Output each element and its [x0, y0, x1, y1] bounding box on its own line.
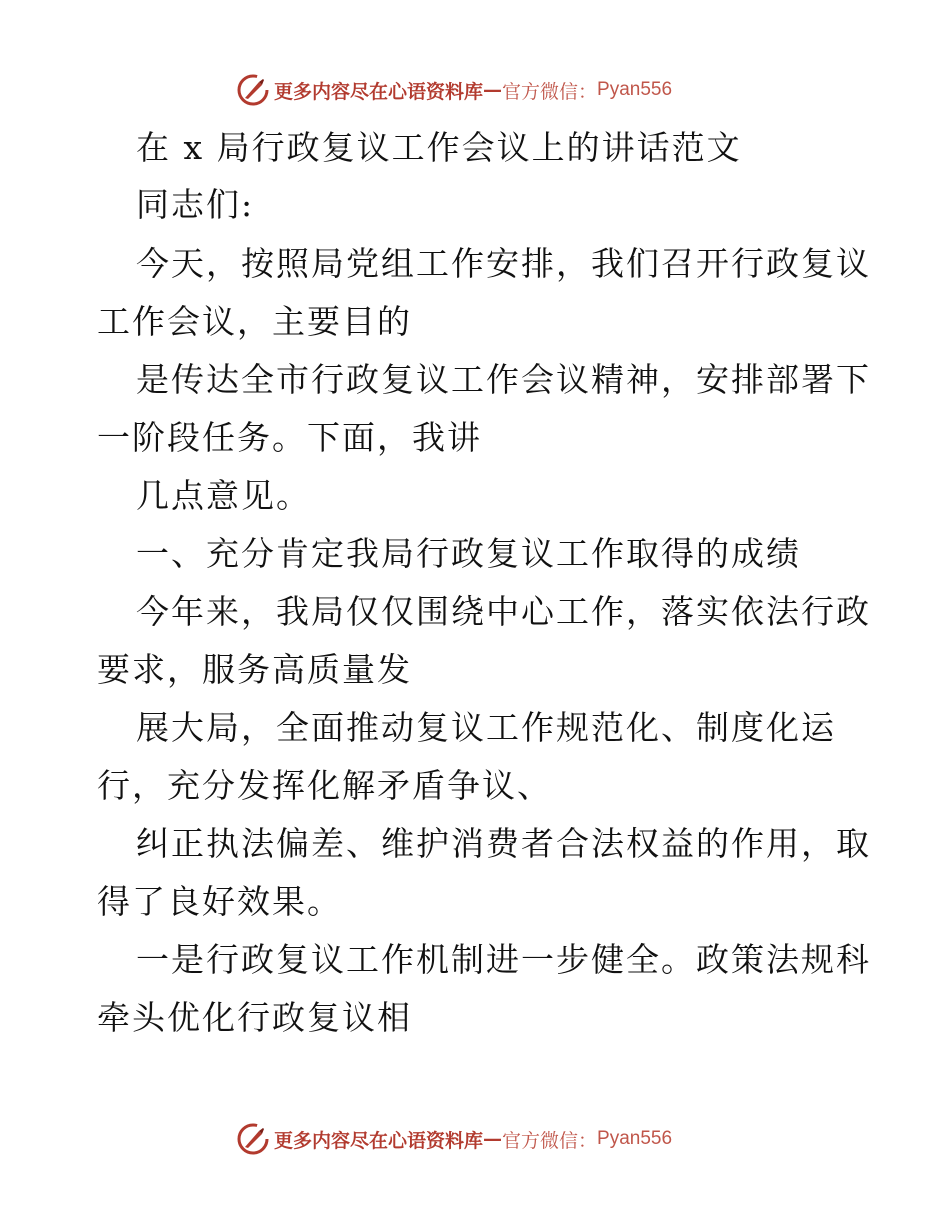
header-watermark — [236, 73, 756, 107]
feather-pen-logo-icon — [236, 73, 270, 107]
body-line: 纠正执法偏差、维护消费者合法权益的作用，取 — [136, 824, 871, 863]
watermark-handle: Pyan556 — [597, 1128, 673, 1149]
body-line: 是传达全市行政复议工作会议精神，安排部署下 — [136, 360, 871, 399]
document-title: 在 x 局行政复议工作会议上的讲话范文 — [136, 128, 742, 167]
body-line: 工作会议，主要目的 — [97, 302, 412, 341]
body-line: 一阶段任务。下面，我讲 — [97, 418, 482, 457]
section-heading: 一、充分肯定我局行政复议工作取得的成绩 — [136, 534, 801, 573]
body-line: 几点意见。 — [136, 476, 311, 515]
watermark-handle: Pyan556 — [597, 79, 673, 100]
body-line: 行，充分发挥化解矛盾争议、 — [97, 766, 552, 805]
body-line: 今年来，我局仅仅围绕中心工作，落实依法行政 — [136, 592, 871, 631]
salutation: 同志们: — [136, 185, 255, 224]
body-line: 展大局，全面推动复议工作规范化、制度化运 — [136, 708, 836, 747]
body-line: 牵头优化行政复议相 — [97, 998, 412, 1037]
watermark-contact-label: 官方微信： — [502, 80, 598, 103]
body-line: 今天，按照局党组工作安排，我们召开行政复议 — [136, 244, 871, 283]
footer-watermark — [236, 1122, 756, 1156]
watermark-brand: 更多内容尽在心语资料库 — [274, 1129, 484, 1152]
body-line: 一是行政复议工作机制进一步健全。政策法规科 — [136, 940, 871, 979]
body-line: 要求，服务高质量发 — [97, 650, 412, 689]
watermark-brand: 更多内容尽在心语资料库 — [274, 80, 484, 103]
feather-pen-logo-icon — [236, 1122, 270, 1156]
body-line: 得了良好效果。 — [97, 882, 342, 921]
watermark-contact-label: 官方微信： — [502, 1129, 598, 1152]
watermark-separator: — — [483, 79, 503, 101]
watermark-separator: — — [483, 1128, 503, 1150]
